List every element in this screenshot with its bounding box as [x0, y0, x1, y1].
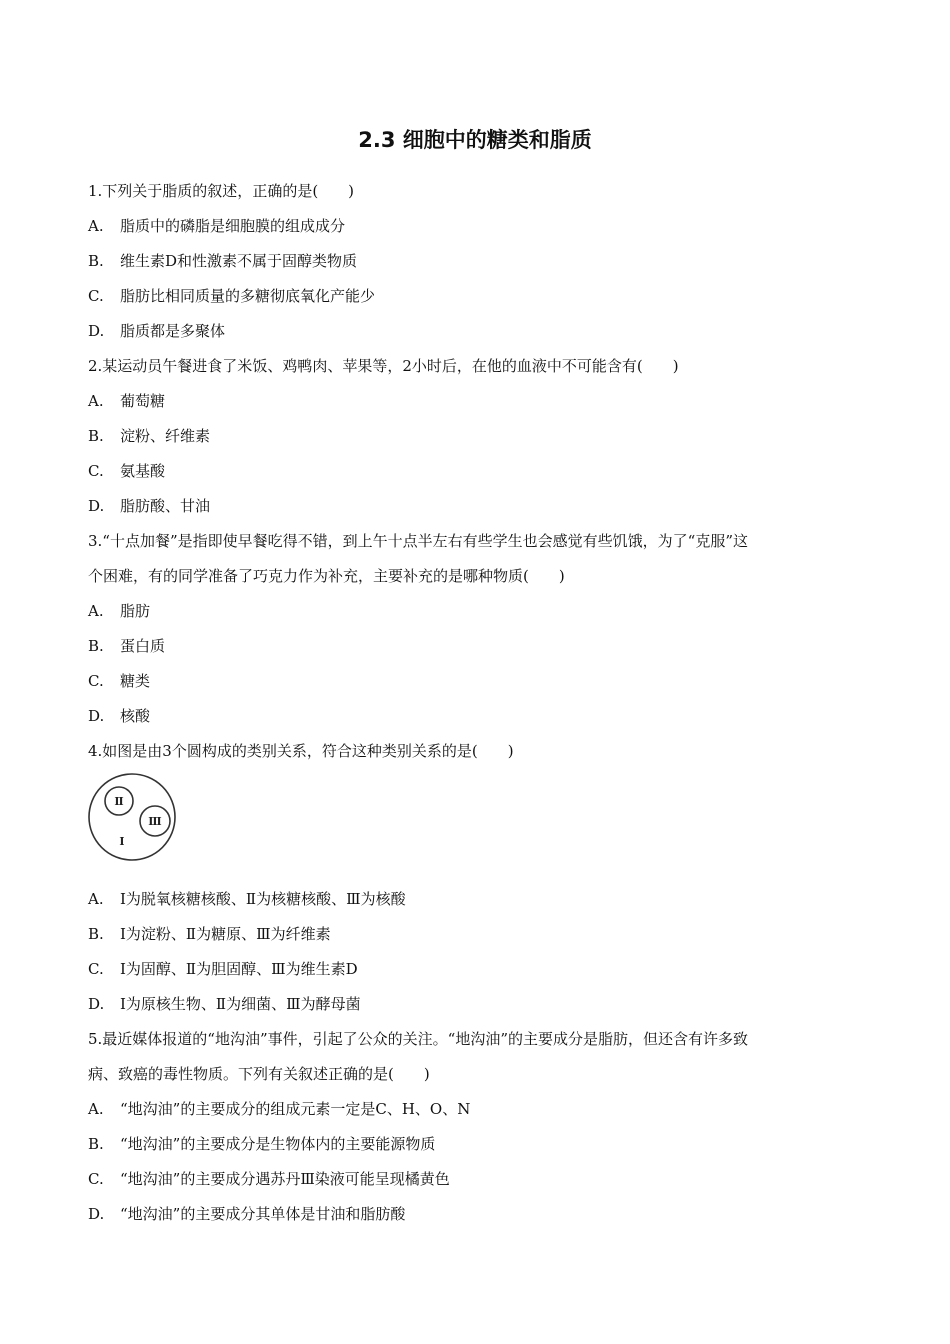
option-text: 蛋白质 — [120, 637, 166, 655]
option-text: 淀粉、纤维素 — [120, 427, 211, 445]
option-label: B. — [88, 637, 104, 655]
label-inner-left: Ⅱ — [114, 795, 124, 808]
question-2 — [88, 349, 888, 524]
option-text: “地沟油”的主要成分其单体是甘油和脂肪酸 — [120, 1205, 406, 1223]
question-list — [88, 174, 888, 1232]
option-label: D. — [88, 322, 105, 340]
question-stem: 2.某运动员午餐进食了米饭、鸡鸭肉、苹果等，2小时后，在他的血液中不可能含有( ) — [88, 357, 679, 375]
option-b[interactable] — [88, 419, 888, 454]
question-1 — [88, 174, 888, 349]
option-c[interactable] — [88, 1162, 888, 1197]
option-label: A. — [88, 217, 104, 235]
option-text: “地沟油”的主要成分的组成元素一定是C、H、O、N — [120, 1100, 471, 1118]
question-5 — [88, 1022, 888, 1232]
option-b[interactable] — [88, 1127, 888, 1162]
option-label: C. — [88, 672, 104, 690]
question-stem: 1.下列关于脂质的叙述，正确的是( ) — [88, 182, 355, 200]
option-text: 糖类 — [120, 672, 151, 690]
option-text: 核酸 — [120, 707, 151, 725]
option-label: C. — [88, 462, 104, 480]
question-stem: 个困难，有的同学准备了巧克力作为补充，主要补充的是哪种物质( ) — [88, 567, 565, 585]
option-a[interactable] — [88, 594, 888, 629]
option-a[interactable] — [88, 209, 888, 244]
option-text: “地沟油”的主要成分遇苏丹Ⅲ染液可能呈现橘黄色 — [120, 1170, 450, 1188]
page-title: 2.3 细胞中的糖类和脂质 — [358, 128, 592, 152]
label-outer: Ⅰ — [119, 835, 125, 848]
option-text: Ⅰ为原核生物、Ⅱ为细菌、Ⅲ为酵母菌 — [120, 995, 361, 1013]
option-label: B. — [88, 925, 104, 943]
option-label: C. — [88, 1170, 104, 1188]
option-text: Ⅰ为脱氧核糖核酸、Ⅱ为核糖核酸、Ⅲ为核酸 — [120, 890, 406, 908]
question-stem: 5.最近媒体报道的“地沟油”事件，引起了公众的关注。“地沟油”的主要成分是脂肪，但还含有许多致 — [88, 1030, 748, 1048]
venn-diagram — [88, 769, 888, 882]
option-label: A. — [88, 392, 104, 410]
option-label: C. — [88, 960, 104, 978]
option-label: D. — [88, 707, 105, 725]
option-a[interactable] — [88, 384, 888, 419]
option-text: 脂肪 — [120, 602, 151, 620]
option-label: A. — [88, 1100, 104, 1118]
option-text: Ⅰ为固醇、Ⅱ为胆固醇、Ⅲ为维生素D — [120, 960, 358, 978]
option-c[interactable] — [88, 279, 888, 314]
option-label: D. — [88, 497, 105, 515]
option-text: 维生素D和性激素不属于固醇类物质 — [120, 252, 358, 270]
question-3 — [88, 524, 888, 734]
option-text: 脂质都是多聚体 — [120, 322, 226, 340]
question-4 — [88, 734, 888, 1022]
option-label: A. — [88, 890, 104, 908]
option-c[interactable] — [88, 454, 888, 489]
option-a[interactable] — [88, 882, 888, 917]
option-text: 脂质中的磷脂是细胞膜的组成成分 — [120, 217, 346, 235]
option-d[interactable] — [88, 314, 888, 349]
option-label: D. — [88, 1205, 105, 1223]
option-b[interactable] — [88, 629, 888, 664]
option-b[interactable] — [88, 917, 888, 952]
option-c[interactable] — [88, 664, 888, 699]
question-stem: 病、致癌的毒性物质。下列有关叙述正确的是( ) — [88, 1065, 430, 1083]
option-label: B. — [88, 252, 104, 270]
option-c[interactable] — [88, 952, 888, 987]
question-stem: 3.“十点加餐”是指即使早餐吃得不错，到上午十点半左右有些学生也会感觉有些饥饿，为了“克服”这 — [88, 532, 748, 550]
option-d[interactable] — [88, 987, 888, 1022]
outer-circle — [89, 774, 175, 860]
option-label: D. — [88, 995, 105, 1013]
option-label: C. — [88, 287, 104, 305]
option-text: “地沟油”的主要成分是生物体内的主要能源物质 — [120, 1135, 436, 1153]
option-text: Ⅰ为淀粉、Ⅱ为糖原、Ⅲ为纤维素 — [120, 925, 331, 943]
option-b[interactable] — [88, 244, 888, 279]
option-text: 氨基酸 — [120, 462, 166, 480]
option-label: A. — [88, 602, 104, 620]
option-a[interactable] — [88, 1092, 888, 1127]
option-label: B. — [88, 1135, 104, 1153]
option-text: 脂肪酸、甘油 — [120, 497, 211, 515]
option-label: B. — [88, 427, 104, 445]
question-stem: 4.如图是由3个圆构成的类别关系，符合这种类别关系的是( ) — [88, 742, 514, 760]
label-inner-right: Ⅲ — [148, 815, 162, 828]
option-d[interactable] — [88, 489, 888, 524]
option-d[interactable] — [88, 1197, 888, 1232]
option-text: 葡萄糖 — [120, 392, 166, 410]
option-d[interactable] — [88, 699, 888, 734]
option-text: 脂肪比相同质量的多糖彻底氧化产能少 — [120, 287, 376, 305]
